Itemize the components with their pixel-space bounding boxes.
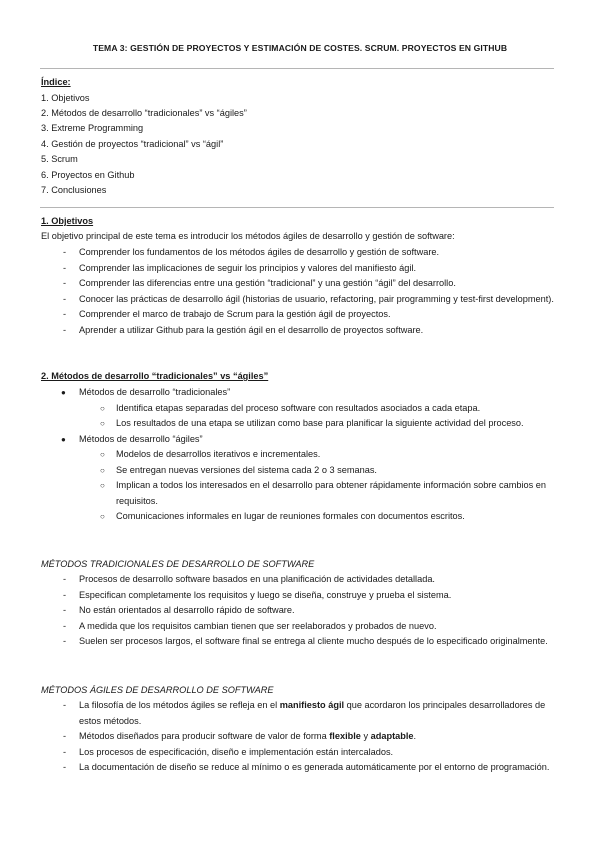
section-heading-metodos: 2. Métodos de desarrollo “tradicionales” vs “ágiles” — [41, 371, 269, 381]
subsection-heading-agiles: MÉTODOS ÁGILES DE DESARROLLO DE SOFTWARE — [41, 685, 274, 695]
list-item: - Comprender los fundamentos de los métodos ágiles de desarrollo y gestión de software. — [41, 245, 556, 261]
list-item: - Comprender las diferencias entre una gestión “tradicional” y una gestión “ágil” del desarrollo. — [41, 276, 556, 292]
divider — [40, 207, 554, 208]
index-item: 2. Métodos de desarrollo “tradicionales” vs “ágiles” — [41, 108, 247, 118]
circle-bullet-icon: ○ — [100, 419, 105, 428]
list-item: - Especifican completamente los requisitos y luego se diseña, construye y prueba el sistema. — [41, 588, 556, 604]
list-item: - No están orientados al desarrollo rápido de software. — [41, 603, 556, 619]
circle-bullet-icon: ○ — [100, 465, 105, 475]
sub-list — [79, 447, 556, 525]
list-item: - Comprender las implicaciones de seguir los principios y valores del manifiesto ágil. — [41, 261, 556, 277]
list-item: - Comprender el marco de trabajo de Scrum para la gestión ágil de proyectos. — [41, 307, 556, 323]
list-item: - La documentación de diseño se reduce al mínimo o es generada automáticamente por el entorno de programación. — [41, 760, 556, 776]
sub-list-item: ○ Identifica etapas separadas del proceso software con resultados asociados a cada etapa. — [79, 401, 556, 417]
bullet-icon: ● — [61, 388, 66, 397]
list-item: - Suelen ser procesos largos, el software final se entrega al cliente mucho después de lo especificado originalmente. — [41, 634, 556, 650]
list-item — [41, 385, 556, 432]
sub-list-item: ○ Modelos de desarrollos iterativos e incrementales. — [79, 447, 556, 463]
list-item: - A medida que los requisitos cambian tienen que ser reelaborados y probados de nuevo. — [41, 619, 556, 635]
circle-bullet-icon: ○ — [100, 481, 105, 490]
sub-list-item: ○ Los resultados de una etapa se utilizan como base para planificar la siguiente actividad del proceso. — [79, 416, 556, 432]
section-heading-objetivos: 1. Objetivos — [41, 216, 94, 226]
circle-bullet-icon: ○ — [100, 450, 105, 459]
group-label: Métodos de desarrollo “ágiles” — [79, 433, 203, 444]
subsection-heading-tradicionales: MÉTODOS TRADICIONALES DE DESARROLLO DE SOFTWARE — [41, 559, 315, 569]
index-item: 4. Gestión de proyectos “tradicional” vs “ágil” — [41, 139, 224, 149]
objetivos-intro: El objetivo principal de este tema es introducir los métodos ágiles de desarrollo y gestión de software: — [41, 231, 455, 241]
agiles-list — [41, 698, 556, 776]
divider — [40, 68, 554, 69]
list-item: - Los procesos de especificación, diseño e implementación están intercalados. — [41, 745, 556, 761]
objetivos-list — [41, 245, 556, 338]
index-item: 6. Proyectos en Github — [41, 170, 135, 180]
list-item: - Métodos diseñados para producir software de valor de forma flexible y adaptable. — [41, 729, 556, 745]
index-item: 7. Conclusiones — [41, 185, 107, 195]
sub-list-item: ○ Comunicaciones informales en lugar de reuniones formales con documentos escritos. — [79, 509, 556, 525]
index-item: 5. Scrum — [41, 154, 78, 164]
index-heading: Índice: — [41, 77, 71, 87]
index-item: 3. Extreme Programming — [41, 123, 144, 133]
circle-bullet-icon: ○ — [100, 403, 105, 413]
list-item: - Aprender a utilizar Github para la gestión ágil en el desarrollo de proyectos software. — [41, 323, 556, 339]
list-item: - Conocer las prácticas de desarrollo ágil (historias de usuario, refactoring, pair programming y test-first development). — [41, 292, 556, 308]
circle-bullet-icon: ○ — [100, 512, 105, 521]
sub-list-item: ○ Se entregan nuevas versiones del sistema cada 2 o 3 semanas. — [79, 463, 556, 479]
list-item — [41, 432, 556, 525]
group-label: Métodos de desarrollo “tradicionales” — [79, 387, 231, 397]
list-item: - Procesos de desarrollo software basados en una planificación de actividades detallada. — [41, 572, 556, 588]
document-title: TEMA 3: GESTIÓN DE PROYECTOS Y ESTIMACIÓN DE COSTES. SCRUM. PROYECTOS EN GITHUB — [92, 43, 508, 53]
sub-list — [79, 401, 556, 432]
bullet-icon: ● — [61, 434, 66, 444]
index-item: 1. Objetivos — [41, 93, 90, 103]
metodos-list — [41, 385, 556, 525]
sub-list-item: ○ Implican a todos los interesados en el desarrollo para obtener rápidamente información sobre cambios en requisitos. — [100, 480, 547, 506]
tradicionales-list — [41, 572, 556, 650]
list-item: - La filosofía de los métodos ágiles se refleja en el manifiesto ágil que acordaron los principales desarrolladores de estos métodos. — [41, 698, 556, 729]
